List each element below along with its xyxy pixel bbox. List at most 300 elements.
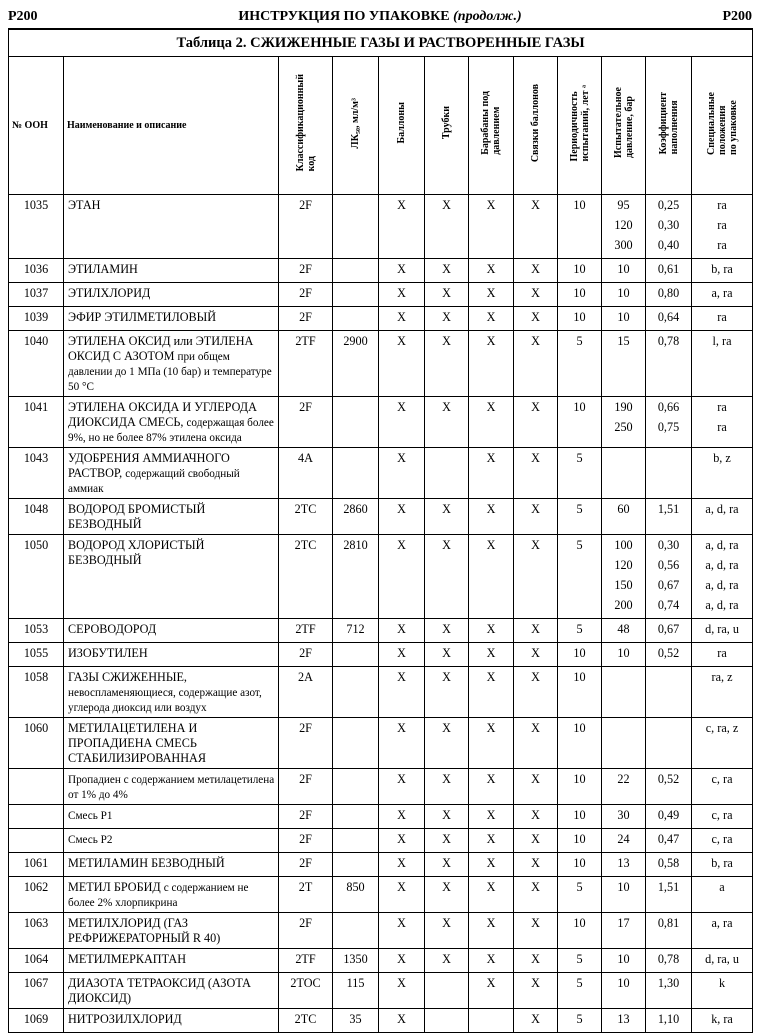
press-value: 13 xyxy=(617,1012,630,1026)
cell-spec xyxy=(692,913,753,949)
cell-press xyxy=(602,913,646,949)
cell-fill xyxy=(646,643,692,667)
substance-name-caps: ЭТИЛХЛОРИД xyxy=(68,286,151,300)
cell-code: 2F xyxy=(279,718,333,769)
cell-period: 5 xyxy=(558,448,602,499)
substance-name xyxy=(64,769,279,805)
spec-value: k xyxy=(718,976,726,990)
un-number: 1037 xyxy=(9,283,64,307)
cell-bundle: X xyxy=(514,1009,558,1033)
cell-tube: X xyxy=(425,769,469,805)
cell-spec xyxy=(692,829,753,853)
cell-cyl: X xyxy=(379,195,425,259)
cell-bundle: X xyxy=(514,853,558,877)
substance-name-caps: МЕТИЛАЦЕТИЛЕНА И ПРОПАДИЕНА СМЕСЬ СТАБИЛИЗИРОВАННАЯ xyxy=(68,721,206,765)
un-number: 1036 xyxy=(9,259,64,283)
press-value: 10 xyxy=(617,286,630,300)
cell-period: 10 xyxy=(558,805,602,829)
cell-cyl: X xyxy=(379,769,425,805)
cell-code: 2T xyxy=(279,877,333,913)
cell-tube xyxy=(425,448,469,499)
spec-value: ra, z xyxy=(711,670,733,684)
fill-value: 0,74 xyxy=(657,598,680,612)
cell-code: 2A xyxy=(279,667,333,718)
cell-code: 2F xyxy=(279,259,333,283)
table-row xyxy=(9,913,753,949)
table-row xyxy=(9,805,753,829)
column-header xyxy=(602,57,646,195)
cell-spec xyxy=(692,973,753,1009)
cell-fill xyxy=(646,195,692,259)
cell-drum: X xyxy=(469,949,514,973)
cell-cyl: X xyxy=(379,1009,425,1033)
cell-drum: X xyxy=(469,973,514,1009)
column-header-label: Коэффициент наполнения xyxy=(657,91,680,155)
cell-bundle: X xyxy=(514,259,558,283)
spec-value: l, ra xyxy=(712,334,732,348)
column-header xyxy=(558,57,602,195)
cell-lc: 1350 xyxy=(333,949,379,973)
spec-value: k, ra xyxy=(711,1012,733,1026)
fill-value: 0,52 xyxy=(657,646,680,660)
press-value: 60 xyxy=(617,502,630,516)
spec-value: c, ra xyxy=(711,808,733,822)
cell-cyl: X xyxy=(379,829,425,853)
gases-table xyxy=(8,28,753,1033)
cell-spec xyxy=(692,853,753,877)
un-number: 1061 xyxy=(9,853,64,877)
substance-description: Смесь P2 xyxy=(68,834,113,846)
cell-code: 2F xyxy=(279,643,333,667)
cell-period: 10 xyxy=(558,829,602,853)
spec-value: d, ra, u xyxy=(705,622,739,636)
spec-value: d, ra, u xyxy=(705,952,739,966)
cell-cyl: X xyxy=(379,913,425,949)
cell-code: 2TC xyxy=(279,499,333,535)
table-row xyxy=(9,769,753,805)
cell-lc xyxy=(333,829,379,853)
press-value: 17 xyxy=(617,916,630,930)
cell-bundle: X xyxy=(514,397,558,448)
cell-period: 10 xyxy=(558,913,602,949)
un-number: 1055 xyxy=(9,643,64,667)
page-title-suffix: (продолж.) xyxy=(453,9,522,24)
fill-value: 0,30 xyxy=(657,218,680,232)
cell-spec xyxy=(692,448,753,499)
cell-fill xyxy=(646,307,692,331)
spec-value: c, ra xyxy=(711,772,733,786)
cell-lc xyxy=(333,853,379,877)
press-value: 250 xyxy=(614,420,633,434)
cell-press xyxy=(602,853,646,877)
cell-cyl: X xyxy=(379,853,425,877)
cell-fill xyxy=(646,667,692,718)
cell-spec xyxy=(692,667,753,718)
cell-tube: X xyxy=(425,619,469,643)
cell-press xyxy=(602,397,646,448)
fill-value: 0,78 xyxy=(657,334,680,348)
cell-press xyxy=(602,718,646,769)
instruction-code-left: P200 xyxy=(8,9,38,24)
fill-value: 0,78 xyxy=(657,952,680,966)
un-number xyxy=(9,829,64,853)
cell-lc xyxy=(333,397,379,448)
fill-value: 0,67 xyxy=(657,578,680,592)
cell-cyl: X xyxy=(379,643,425,667)
cell-lc xyxy=(333,195,379,259)
cell-tube: X xyxy=(425,913,469,949)
cell-fill xyxy=(646,877,692,913)
cell-bundle: X xyxy=(514,913,558,949)
cell-press xyxy=(602,769,646,805)
cell-fill xyxy=(646,769,692,805)
cell-drum: X xyxy=(469,283,514,307)
press-value: 100 xyxy=(614,538,633,552)
cell-period: 5 xyxy=(558,877,602,913)
un-number: 1062 xyxy=(9,877,64,913)
substance-name-caps: ГАЗЫ СЖИЖЕННЫЕ, xyxy=(68,670,187,684)
cell-spec xyxy=(692,535,753,619)
cell-spec xyxy=(692,643,753,667)
cell-bundle: X xyxy=(514,829,558,853)
cell-fill xyxy=(646,718,692,769)
cell-fill xyxy=(646,973,692,1009)
cell-bundle: X xyxy=(514,307,558,331)
cell-code: 4A xyxy=(279,448,333,499)
substance-name xyxy=(64,499,279,535)
press-value: 150 xyxy=(614,578,633,592)
un-number: 1035 xyxy=(9,195,64,259)
substance-name xyxy=(64,973,279,1009)
column-header-label: Классификационный код xyxy=(294,74,317,172)
column-header: Наименование и описание xyxy=(64,57,279,195)
substance-name xyxy=(64,619,279,643)
cell-lc: 2860 xyxy=(333,499,379,535)
substance-name xyxy=(64,307,279,331)
cell-code: 2TC xyxy=(279,535,333,619)
cell-spec xyxy=(692,283,753,307)
cell-lc: 850 xyxy=(333,877,379,913)
substance-name-caps: МЕТИЛ БРОБИД xyxy=(68,880,161,894)
cell-tube: X xyxy=(425,259,469,283)
cell-lc xyxy=(333,718,379,769)
table-row xyxy=(9,195,753,259)
substance-name-caps: ЭТИЛАМИН xyxy=(68,262,138,276)
cell-drum: X xyxy=(469,829,514,853)
cell-fill xyxy=(646,535,692,619)
cell-press xyxy=(602,535,646,619)
press-value: 22 xyxy=(617,772,630,786)
press-value: 10 xyxy=(617,646,630,660)
cell-period: 10 xyxy=(558,195,602,259)
column-header xyxy=(514,57,558,195)
fill-value: 1,30 xyxy=(657,976,680,990)
press-value: 30 xyxy=(617,808,630,822)
press-value: 10 xyxy=(617,976,630,990)
cell-drum: X xyxy=(469,805,514,829)
un-number: 1067 xyxy=(9,973,64,1009)
cell-fill xyxy=(646,331,692,397)
cell-drum: X xyxy=(469,619,514,643)
un-number: 1050 xyxy=(9,535,64,619)
cell-period: 10 xyxy=(558,283,602,307)
substance-name-caps: СЕРОВОДОРОД xyxy=(68,622,157,636)
cell-tube: X xyxy=(425,535,469,619)
cell-cyl: X xyxy=(379,877,425,913)
substance-description: Смесь P1 xyxy=(68,810,113,822)
page-header xyxy=(8,6,752,28)
cell-fill xyxy=(646,913,692,949)
cell-tube: X xyxy=(425,643,469,667)
un-number: 1069 xyxy=(9,1009,64,1033)
un-number xyxy=(9,769,64,805)
column-header-label: ЛК₅₀, мл/м³ xyxy=(350,97,361,149)
table-row xyxy=(9,853,753,877)
cell-cyl: X xyxy=(379,283,425,307)
cell-cyl: X xyxy=(379,805,425,829)
table-row xyxy=(9,619,753,643)
cell-press xyxy=(602,331,646,397)
substance-name xyxy=(64,397,279,448)
cell-fill xyxy=(646,259,692,283)
cell-press xyxy=(602,1009,646,1033)
fill-value: 0,56 xyxy=(657,558,680,572)
cell-bundle: X xyxy=(514,643,558,667)
cell-drum: X xyxy=(469,877,514,913)
un-number: 1043 xyxy=(9,448,64,499)
table-row xyxy=(9,307,753,331)
substance-name-caps: ДИАЗОТА ТЕТРАОКСИД (АЗОТА ДИОКСИД) xyxy=(68,976,251,1005)
table-row xyxy=(9,331,753,397)
cell-fill xyxy=(646,853,692,877)
cell-cyl: X xyxy=(379,949,425,973)
table-row xyxy=(9,499,753,535)
table-row xyxy=(9,973,753,1009)
cell-period: 10 xyxy=(558,667,602,718)
substance-name xyxy=(64,1009,279,1033)
spec-value: a, d, ra xyxy=(705,502,739,516)
substance-name-caps: ЭТИЛЕНА ОКСИД или ЭТИЛЕНА ОКСИД С АЗОТОМ xyxy=(68,334,254,363)
cell-drum: X xyxy=(469,195,514,259)
spec-value: ra xyxy=(717,420,727,434)
column-header-label: Трубки xyxy=(441,106,452,140)
cell-period: 5 xyxy=(558,973,602,1009)
fill-value: 0,58 xyxy=(657,856,680,870)
substance-name xyxy=(64,853,279,877)
table-row xyxy=(9,535,753,619)
spec-value: c, ra xyxy=(711,832,733,846)
cell-bundle: X xyxy=(514,331,558,397)
cell-press xyxy=(602,448,646,499)
cell-press xyxy=(602,643,646,667)
table-row xyxy=(9,829,753,853)
fill-value: 0,66 xyxy=(657,400,680,414)
cell-bundle: X xyxy=(514,535,558,619)
cell-drum: X xyxy=(469,535,514,619)
cell-code: 2TF xyxy=(279,331,333,397)
spec-value: c, ra, z xyxy=(705,721,739,735)
cell-lc: 35 xyxy=(333,1009,379,1033)
cell-code: 2F xyxy=(279,913,333,949)
cell-tube: X xyxy=(425,331,469,397)
column-header xyxy=(333,57,379,195)
substance-name xyxy=(64,259,279,283)
spec-value: ra xyxy=(717,400,727,414)
column-header: № ООН xyxy=(9,57,64,195)
fill-value: 0,61 xyxy=(657,262,680,276)
column-header xyxy=(379,57,425,195)
substance-name xyxy=(64,718,279,769)
cell-press xyxy=(602,667,646,718)
cell-spec xyxy=(692,307,753,331)
cell-fill xyxy=(646,283,692,307)
spec-value: b, ra xyxy=(711,856,733,870)
cell-cyl: X xyxy=(379,667,425,718)
cell-spec xyxy=(692,769,753,805)
table-header-row xyxy=(9,57,753,195)
substance-description: содержащий свободный аммиак xyxy=(68,468,240,495)
column-header-label: Связки баллонов xyxy=(530,83,541,163)
cell-tube: X xyxy=(425,195,469,259)
cell-bundle: X xyxy=(514,949,558,973)
cell-code: 2F xyxy=(279,769,333,805)
cell-tube: X xyxy=(425,667,469,718)
cell-drum: X xyxy=(469,331,514,397)
fill-value xyxy=(646,721,691,741)
cell-code: 2TF xyxy=(279,619,333,643)
cell-tube xyxy=(425,973,469,1009)
press-value: 48 xyxy=(617,622,630,636)
cell-lc xyxy=(333,448,379,499)
fill-value: 0,52 xyxy=(657,772,680,786)
cell-period: 10 xyxy=(558,853,602,877)
spec-value: a, d, ra xyxy=(705,598,739,612)
cell-code: 2F xyxy=(279,195,333,259)
cell-press xyxy=(602,499,646,535)
substance-description: Пропадиен с содержанием метилацетилена от 1% до 4% xyxy=(68,774,275,801)
cell-period: 10 xyxy=(558,718,602,769)
cell-cyl: X xyxy=(379,448,425,499)
spec-value: a, d, ra xyxy=(705,558,739,572)
cell-cyl: X xyxy=(379,397,425,448)
substance-name xyxy=(64,667,279,718)
substance-name xyxy=(64,535,279,619)
cell-press xyxy=(602,949,646,973)
cell-fill xyxy=(646,949,692,973)
column-header-label: Периодичность испытаний, лет ᵃ xyxy=(568,84,591,162)
cell-bundle: X xyxy=(514,195,558,259)
spec-value: b, ra xyxy=(711,262,733,276)
fill-value: 0,47 xyxy=(657,832,680,846)
substance-name xyxy=(64,331,279,397)
cell-drum: X xyxy=(469,499,514,535)
spec-value: a, ra xyxy=(711,286,733,300)
un-number: 1058 xyxy=(9,667,64,718)
column-header xyxy=(279,57,333,195)
column-header xyxy=(646,57,692,195)
cell-drum: X xyxy=(469,448,514,499)
cell-lc: 115 xyxy=(333,973,379,1009)
cell-code: 2F xyxy=(279,805,333,829)
un-number: 1063 xyxy=(9,913,64,949)
press-value: 300 xyxy=(614,238,633,252)
press-value: 200 xyxy=(614,598,633,612)
fill-value: 0,49 xyxy=(657,808,680,822)
cell-lc xyxy=(333,283,379,307)
spec-value: a, ra xyxy=(711,916,733,930)
substance-description: с содержанием не более 2% хлорпикрина xyxy=(68,882,249,909)
cell-tube: X xyxy=(425,805,469,829)
cell-lc xyxy=(333,667,379,718)
table-row xyxy=(9,397,753,448)
cell-spec xyxy=(692,949,753,973)
cell-code: 2F xyxy=(279,397,333,448)
cell-tube: X xyxy=(425,718,469,769)
cell-code: 2TC xyxy=(279,1009,333,1033)
cell-tube: X xyxy=(425,949,469,973)
cell-spec xyxy=(692,805,753,829)
cell-cyl: X xyxy=(379,973,425,1009)
cell-fill xyxy=(646,805,692,829)
cell-fill xyxy=(646,1009,692,1033)
press-value xyxy=(602,721,645,741)
cell-bundle: X xyxy=(514,877,558,913)
fill-value: 0,67 xyxy=(657,622,680,636)
cell-press xyxy=(602,195,646,259)
cell-fill xyxy=(646,499,692,535)
cell-code: 2F xyxy=(279,307,333,331)
cell-bundle: X xyxy=(514,769,558,805)
cell-lc xyxy=(333,643,379,667)
press-value: 120 xyxy=(614,218,633,232)
substance-name-caps: МЕТИЛХЛОРИД (ГАЗ РЕФРИЖЕРАТОРНЫЙ R 40) xyxy=(68,916,221,945)
cell-drum: X xyxy=(469,259,514,283)
cell-drum: X xyxy=(469,913,514,949)
cell-fill xyxy=(646,829,692,853)
press-value xyxy=(602,670,645,690)
cell-fill xyxy=(646,619,692,643)
table-row xyxy=(9,718,753,769)
table-row xyxy=(9,949,753,973)
column-header-label: Испытательное давление, бар xyxy=(612,87,635,159)
substance-name-caps: ВОДОРОД БРОМИСТЫЙ БЕЗВОДНЫЙ xyxy=(68,502,206,531)
cell-cyl: X xyxy=(379,718,425,769)
cell-code: 2TOC xyxy=(279,973,333,1009)
fill-value: 0,81 xyxy=(657,916,680,930)
page-title xyxy=(8,9,752,25)
cell-spec xyxy=(692,1009,753,1033)
cell-spec xyxy=(692,877,753,913)
spec-value: ra xyxy=(717,238,727,252)
cell-press xyxy=(602,619,646,643)
cell-tube: X xyxy=(425,283,469,307)
cell-spec xyxy=(692,195,753,259)
spec-value: ra xyxy=(717,646,727,660)
cell-bundle: X xyxy=(514,805,558,829)
fill-value: 0,75 xyxy=(657,420,680,434)
cell-period: 5 xyxy=(558,499,602,535)
substance-description: содержащая более 9%, но не более 87% этилена оксида xyxy=(68,417,274,444)
table-caption: Таблица 2. СЖИЖЕННЫЕ ГАЗЫ И РАСТВОРЕННЫЕ ГАЗЫ xyxy=(9,29,753,57)
fill-value: 1,51 xyxy=(657,880,680,894)
substance-name-caps: ЭФИР ЭТИЛМЕТИЛОВЫЙ xyxy=(68,310,217,324)
cell-period: 10 xyxy=(558,307,602,331)
column-header xyxy=(469,57,514,195)
cell-lc xyxy=(333,769,379,805)
cell-period: 5 xyxy=(558,619,602,643)
press-value: 15 xyxy=(617,334,630,348)
un-number: 1060 xyxy=(9,718,64,769)
